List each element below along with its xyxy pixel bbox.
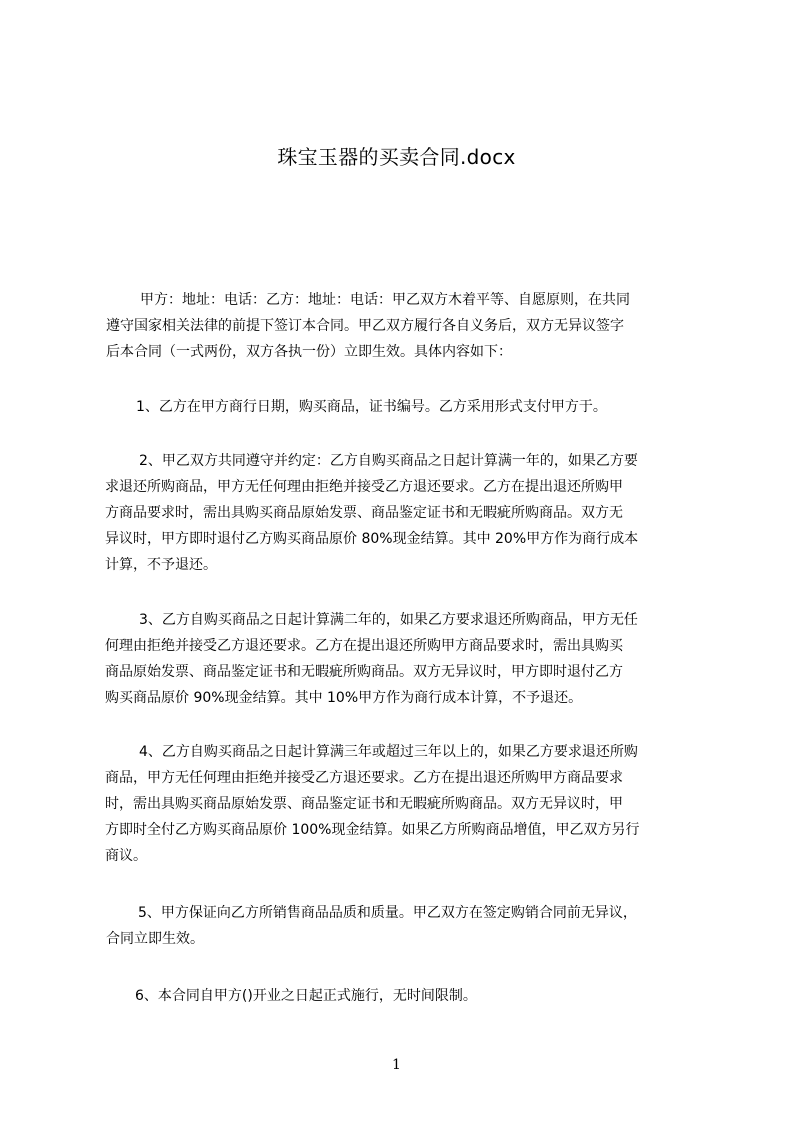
paragraph-line: 何理由拒绝并接受乙方退还要求。乙方在提出退还所购甲方商品要求时，需出具购买 — [105, 638, 623, 654]
paragraph-line: 商品，甲方无任何理由拒绝并接受乙方退还要求。乙方在提出退还所购甲方商品要求 — [105, 770, 623, 786]
paragraph-line: 方即时全付乙方购买商品原价 100%现金结算。如果乙方所购商品增值，甲乙双方另行 — [105, 822, 640, 838]
paragraph-line: 遵守国家相关法律的前提下签订本合同。甲乙双方履行各自义务后，双方无异议签字 — [106, 318, 624, 334]
paragraph-line: 后本合同（一式两份，双方各执一份）立即生效。具体内容如下： — [106, 344, 512, 360]
paragraph-line: 3、乙方自购买商品之日起计算满二年的，如果乙方要求退还所购商品，甲方无任 — [139, 612, 638, 628]
paragraph-line: 购买商品原价 90%现金结算。其中 10%甲方作为商行成本计算，不予退还。 — [105, 690, 583, 706]
paragraph-line: 2、甲乙双方共同遵守并约定：乙方自购买商品之日起计算满一年的，如果乙方要 — [139, 453, 638, 469]
paragraph-line: 求退还所购商品，甲方无任何理由拒绝并接受乙方退还要求。乙方在提出退还所购甲 — [105, 479, 623, 495]
paragraph-line: 商品原始发票、商品鉴定证书和无暇疵所购商品。双方无异议时，甲方即时退付乙方 — [105, 664, 623, 680]
page-number: 1 — [392, 1057, 401, 1073]
paragraph-line: 甲方：地址：电话：乙方：地址：电话：甲乙双方木着平等、自愿原则，在共同 — [140, 292, 630, 308]
paragraph-line: 方商品要求时，需出具购买商品原始发票、商品鉴定证书和无暇疵所购商品。双方无 — [105, 505, 623, 521]
clause-1 — [136, 394, 607, 420]
document-title: 珠宝玉器的买卖合同.docx — [277, 145, 516, 169]
clause-6 — [135, 983, 477, 1009]
paragraph-line: 时，需出具购买商品原始发票、商品鉴定证书和无暇疵所购商品。双方无异议时，甲 — [105, 796, 623, 812]
paragraph-line: 4、乙方自购买商品之日起计算满三年或超过三年以上的，如果乙方要求退还所购 — [139, 744, 638, 760]
paragraph-line: 商议。 — [105, 848, 147, 864]
paragraph-line: 5、甲方保证向乙方所销售商品品质和质量。甲乙双方在签定购销合同前无异议， — [138, 905, 637, 921]
paragraph-line: 合同立即生效。 — [106, 931, 204, 947]
paragraph-line: 6、本合同自甲方()开业之日起正式施行，无时间限制。 — [135, 988, 477, 1004]
paragraph-line: 计算，不予退还。 — [105, 557, 217, 573]
paragraph-preamble — [106, 287, 630, 365]
clause-2 — [105, 448, 638, 578]
clause-5 — [106, 900, 637, 952]
paragraph-line: 1、乙方在甲方商行日期，购买商品，证书编号。乙方采用形式支付甲方于。 — [136, 399, 607, 415]
paragraph-line: 异议时，甲方即时退付乙方购买商品原价 80%现金结算。其中 20%甲方作为商行成本 — [105, 531, 639, 547]
clause-4 — [105, 739, 639, 869]
clause-3 — [105, 607, 638, 711]
